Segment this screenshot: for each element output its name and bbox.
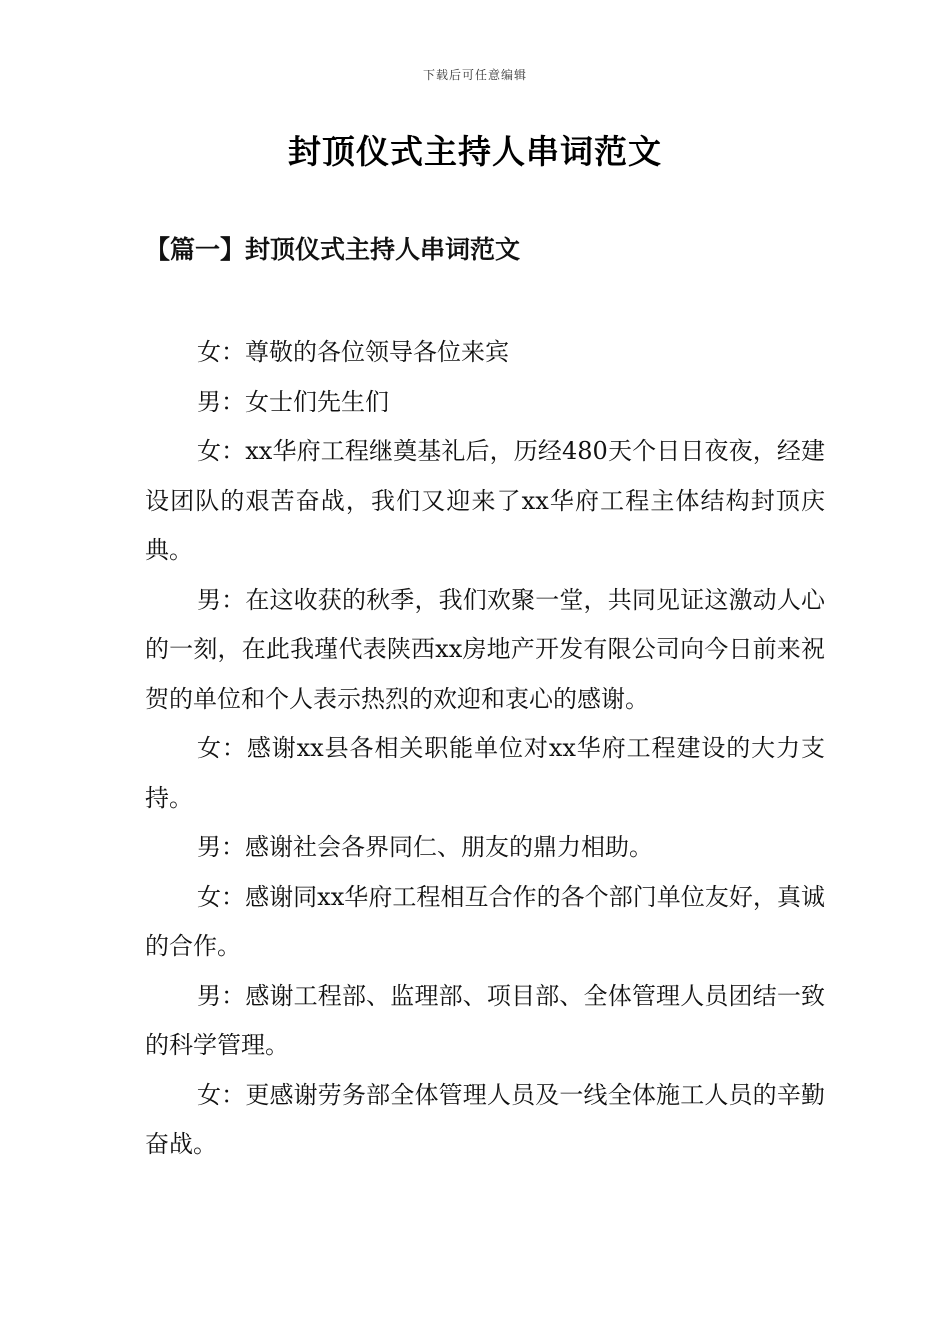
paragraph: 女：感谢同xx华府工程相互合作的各个部门单位友好，真诚的合作。 (145, 882, 825, 960)
paragraph: 女：尊敬的各位领导各位来宾 (197, 338, 509, 366)
document-body (145, 328, 825, 1170)
document-title: 封顶仪式主持人串词范文 (288, 132, 662, 171)
paragraph: 男：感谢工程部、监理部、项目部、全体管理人员团结一致的科学管理。 (145, 981, 825, 1059)
paragraph: 男：感谢社会各界同仁、朋友的鼎力相助。 (197, 833, 653, 861)
paragraph: 女：更感谢劳务部全体管理人员及一线全体施工人员的辛勤奋战。 (145, 1080, 825, 1158)
paragraph: 女：感谢xx县各相关职能单位对xx华府工程建设的大力支持。 (145, 734, 825, 812)
paragraph: 男：女士们先生们 (197, 387, 389, 416)
paragraph: 男：在这收获的秋季，我们欢聚一堂，共同见证这激动人心的一刻，在此我瑾代表陕西xx房地产开发有限公司向今日前来祝贺的单位和个人表示热烈的欢迎和衷心的感谢。 (145, 585, 825, 713)
header-note: 下载后可任意编辑 (422, 68, 527, 82)
paragraph: 女：xx华府工程继奠基礼后，历经480天个日日夜夜，经建设团队的艰苦奋战，我们又迎来了xx华府工程主体结构封顶庆典。 (145, 437, 825, 564)
section-heading: 【篇一】封顶仪式主持人串词范文 (145, 235, 521, 264)
